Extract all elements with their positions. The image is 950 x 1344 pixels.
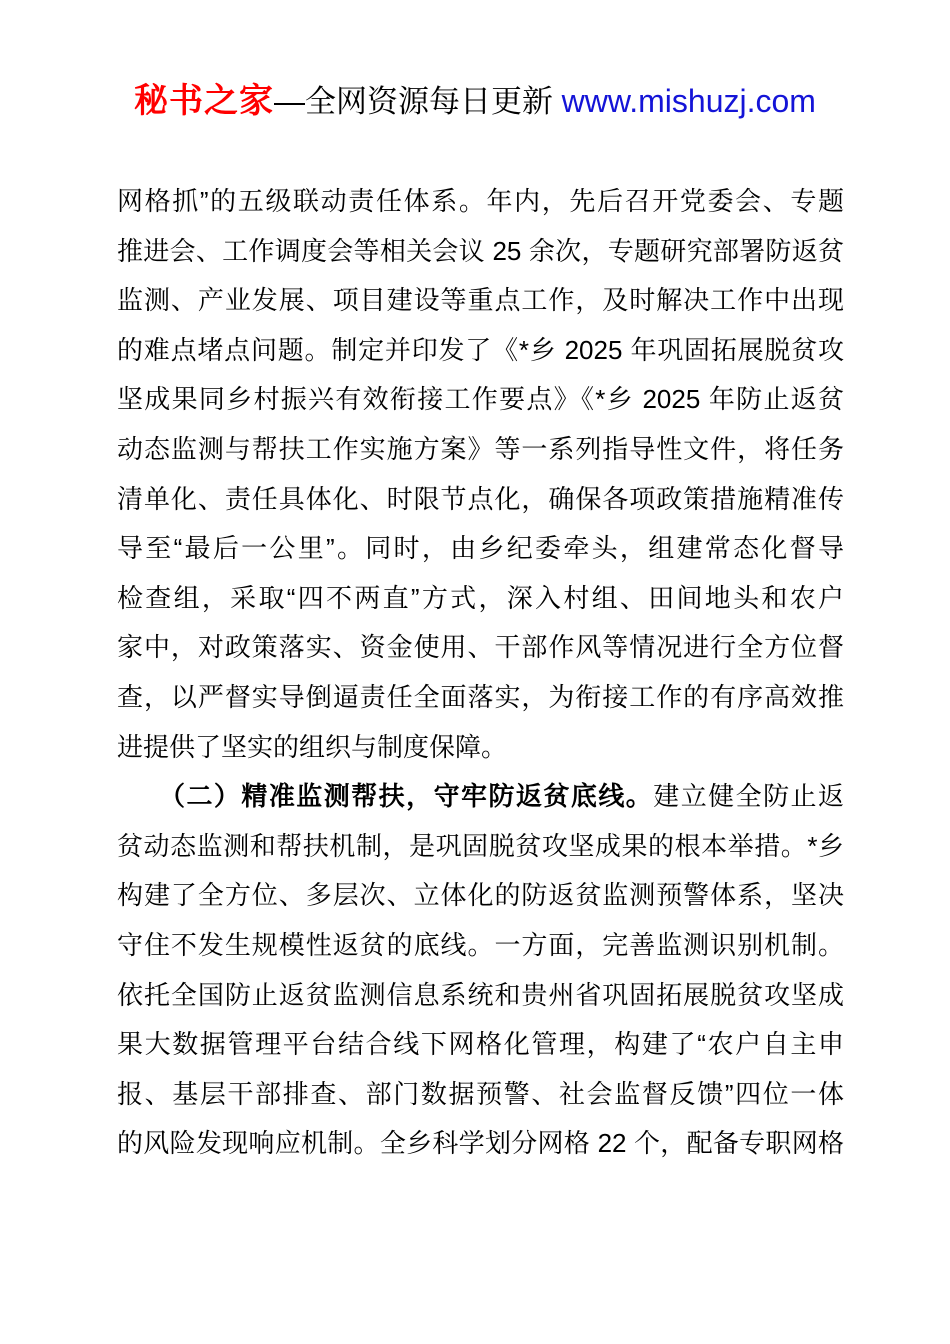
text-line (117, 822, 844, 872)
text-line-text: 网格抓”的五级联动责任体系。年内，先后召开党委会、专题 (117, 186, 844, 216)
site-brand: 秘书之家 (134, 82, 275, 120)
text-line-text: 动态监测与帮扶工作实施方案》等一系列指导性文件，将任务 (117, 433, 844, 464)
text-line (117, 673, 844, 723)
text-line (117, 177, 844, 227)
text-line (117, 326, 844, 376)
text-line (117, 375, 844, 425)
text-line-text: 报、基层干部排查、部门数据预警、社会监督反馈”四位一体 (117, 1078, 844, 1109)
text-line (117, 723, 844, 773)
text-line (117, 623, 844, 673)
text-line (117, 574, 844, 624)
text-line-text: 依托全国防止返贫监测信息系统和贵州省巩固拓展脱贫攻坚成 (117, 979, 844, 1010)
text-line (117, 772, 844, 822)
text-line-text: 建立健全防止返 (653, 781, 844, 812)
text-line-text: 贫动态监测和帮扶机制，是巩固脱贫攻坚成果的根本举措。*乡 (117, 830, 844, 861)
text-line-text: 的风险发现响应机制。全乡科学划分网格 22 个，配备专职网格 (117, 1128, 844, 1159)
text-line (117, 1020, 844, 1070)
site-url-link[interactable]: www.mishuzj.com (561, 83, 816, 119)
text-line-text: 查，以严督实导倒逼责任全面落实，为衔接工作的有序高效推 (117, 681, 844, 712)
text-line-text: 守住不发生规模性返贫的底线。一方面，完善监测识别机制。 (117, 929, 844, 960)
site-tagline: —全网资源每日更新 (274, 84, 562, 119)
text-line (117, 227, 844, 277)
text-line-text: 的难点堵点问题。制定并印发了《*乡 2025 年巩固拓展脱贫攻 (117, 334, 844, 365)
text-line (117, 276, 844, 326)
text-line (117, 425, 844, 475)
text-line-text: 果大数据管理平台结合线下网格化管理，构建了“农户自主申 (117, 1029, 844, 1060)
text-line (117, 971, 844, 1021)
text-line (117, 475, 844, 525)
document-body (117, 177, 844, 1169)
site-header (0, 80, 950, 123)
text-line-text: 进提供了坚实的组织与制度保障。 (117, 731, 508, 762)
text-line (117, 1070, 844, 1120)
text-line-text: 构建了全方位、多层次、立体化的防返贫监测预警体系，坚决 (117, 880, 844, 911)
text-line (117, 524, 844, 574)
text-line (117, 921, 844, 971)
text-line (117, 871, 844, 921)
text-line (117, 1119, 844, 1169)
text-line-text: 导至“最后一公里”。同时，由乡纪委牵头，组建常态化督导 (117, 533, 844, 564)
text-line-text: 坚成果同乡村振兴有效衔接工作要点》《*乡 2025 年防止返贫 (117, 384, 844, 415)
text-line-text: 家中，对政策落实、资金使用、干部作风等情况进行全方位督 (117, 632, 844, 663)
text-line-text: 监测、产业发展、项目建设等重点工作，及时解决工作中出现 (117, 285, 844, 316)
text-line-bold-lead: （二）精准监测帮扶，守牢防返贫底线。 (159, 781, 654, 812)
text-line-text: 清单化、责任具体化、时限节点化，确保各项政策措施精准传 (117, 483, 844, 514)
text-line-text: 检查组，采取“四不两直”方式，深入村组、田间地头和农户 (117, 582, 844, 613)
text-line-text: 推进会、工作调度会等相关会议 25 余次，专题研究部署防返贫 (117, 235, 844, 266)
